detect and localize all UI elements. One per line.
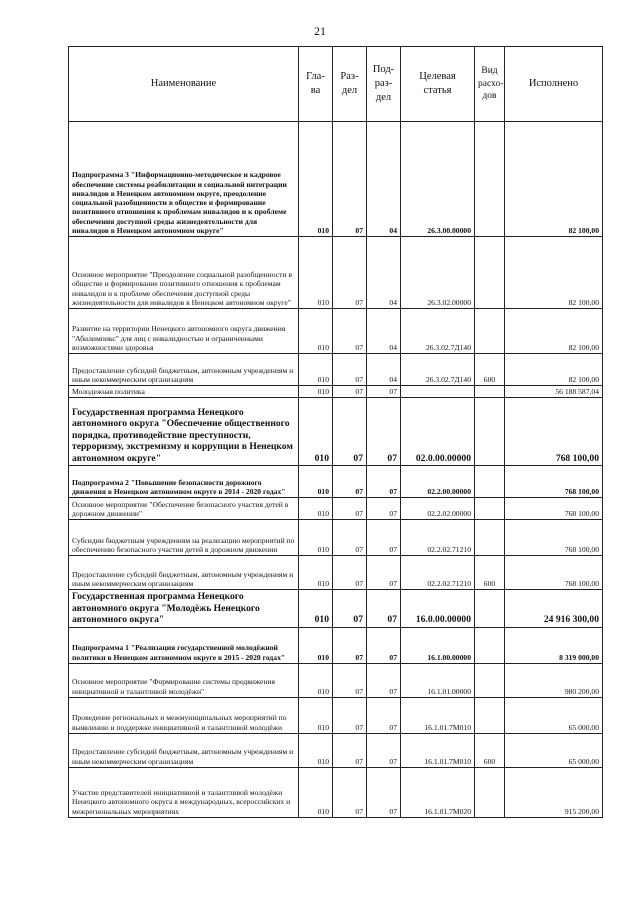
row-target: 16.1.01.00000 <box>401 663 475 697</box>
row-razdel: 07 <box>333 627 367 663</box>
header-target: Целевая статья <box>401 47 475 122</box>
table-row <box>69 386 603 398</box>
row-name: Государственная программа Ненецкого автономного округа "Обеспечение общественного порядка, противодействие преступности, терроризму, экстремизму и коррупции в Ненецком автономном округе" <box>69 398 299 466</box>
row-target: 02.2.02.71210 <box>401 556 475 590</box>
header-vid: Вид расхо- дов <box>475 47 505 122</box>
row-done: 82 100,00 <box>505 354 603 386</box>
table-row <box>69 354 603 386</box>
table-header-row <box>69 47 603 122</box>
row-podrazdel: 04 <box>367 309 401 354</box>
row-podrazdel: 07 <box>367 520 401 556</box>
row-vid <box>475 697 505 733</box>
row-name: Подпрограмма 2 "Повышение безопасности дорожного движения в Ненецком автономном округе в 2014 - 2020 годах" <box>69 466 299 498</box>
header-glava: Гла- ва <box>299 47 333 122</box>
header-razdel: Раз- дел <box>333 47 367 122</box>
row-target: 02.0.00.00000 <box>401 398 475 466</box>
row-vid <box>475 590 505 628</box>
table-row <box>69 498 603 520</box>
row-target: 16.1.01.7М010 <box>401 733 475 767</box>
row-name: Молодежная политика <box>69 386 299 398</box>
row-target: 26.3.02.7Д140 <box>401 354 475 386</box>
row-target: 02.2.02.00000 <box>401 498 475 520</box>
row-podrazdel: 07 <box>367 556 401 590</box>
row-podrazdel: 07 <box>367 466 401 498</box>
table-row <box>69 556 603 590</box>
table-row <box>69 627 603 663</box>
row-razdel: 07 <box>333 386 367 398</box>
row-razdel: 07 <box>333 556 367 590</box>
row-target: 16.1.01.7М010 <box>401 697 475 733</box>
row-glava: 010 <box>299 590 333 628</box>
row-target: 02.2.00.00000 <box>401 466 475 498</box>
row-podrazdel: 04 <box>367 122 401 237</box>
row-razdel: 07 <box>333 354 367 386</box>
row-done: 915 200,00 <box>505 767 603 817</box>
row-vid <box>475 767 505 817</box>
row-name: Предоставление субсидий бюджетным, автономным учреждениям и иным некоммерческим организациям <box>69 556 299 590</box>
row-glava: 010 <box>299 556 333 590</box>
header-podrazdel: Под- раз- дел <box>367 47 401 122</box>
row-razdel: 07 <box>333 237 367 309</box>
row-glava: 010 <box>299 398 333 466</box>
row-podrazdel: 07 <box>367 627 401 663</box>
row-vid <box>475 663 505 697</box>
row-vid <box>475 498 505 520</box>
table-row <box>69 733 603 767</box>
row-done: 980 200,00 <box>505 663 603 697</box>
row-glava: 010 <box>299 520 333 556</box>
row-target: 02.2.02.71210 <box>401 520 475 556</box>
row-target: 16.0.00.00000 <box>401 590 475 628</box>
table-row <box>69 309 603 354</box>
row-name: Субсидии бюджетным учреждениям на реализацию мероприятий по обеспечению безопасного участия детей в дорожном движении <box>69 520 299 556</box>
row-razdel: 07 <box>333 767 367 817</box>
table-row <box>69 697 603 733</box>
table-row <box>69 398 603 466</box>
row-razdel: 07 <box>333 398 367 466</box>
row-podrazdel: 07 <box>367 398 401 466</box>
header-done: Исполнено <box>505 47 603 122</box>
header-name: Наименование <box>69 47 299 122</box>
row-glava: 010 <box>299 767 333 817</box>
table-row <box>69 466 603 498</box>
row-glava: 010 <box>299 354 333 386</box>
budget-execution-table <box>68 46 603 818</box>
row-vid <box>475 627 505 663</box>
row-name: Основное мероприятие "Формирование системы продвижения инициативной и талантливой молодёжи" <box>69 663 299 697</box>
row-vid <box>475 398 505 466</box>
row-done: 768 100,00 <box>505 556 603 590</box>
row-glava: 010 <box>299 697 333 733</box>
row-done: 56 188 587,04 <box>505 386 603 398</box>
row-razdel: 07 <box>333 590 367 628</box>
row-done: 768 100,00 <box>505 520 603 556</box>
row-name: Государственная программа Ненецкого автономного округа "Молодёжь Ненецкого автономного округа" <box>69 590 299 628</box>
row-podrazdel: 07 <box>367 733 401 767</box>
row-target: 16.1.01.7М020 <box>401 767 475 817</box>
row-name: Подпрограмма 1 "Реализация государственной молодёжной политики в Ненецком автономном округе в 2015 - 2020 годах" <box>69 627 299 663</box>
row-glava: 010 <box>299 122 333 237</box>
row-razdel: 07 <box>333 498 367 520</box>
row-done: 768 100,00 <box>505 398 603 466</box>
table-row <box>69 663 603 697</box>
row-target <box>401 386 475 398</box>
row-vid <box>475 520 505 556</box>
row-name: Предоставление субсидий бюджетным, автономным учреждениям и иным некоммерческим организациям <box>69 354 299 386</box>
table-row <box>69 520 603 556</box>
row-podrazdel: 07 <box>367 663 401 697</box>
row-razdel: 07 <box>333 309 367 354</box>
page-number: 21 <box>314 24 326 38</box>
row-done: 65 000,00 <box>505 733 603 767</box>
table-row <box>69 767 603 817</box>
row-razdel: 07 <box>333 520 367 556</box>
row-done: 8 319 000,00 <box>505 627 603 663</box>
row-glava: 010 <box>299 498 333 520</box>
row-glava: 010 <box>299 237 333 309</box>
row-razdel: 07 <box>333 733 367 767</box>
row-podrazdel: 07 <box>367 498 401 520</box>
row-done: 24 916 300,00 <box>505 590 603 628</box>
row-done: 65 000,00 <box>505 697 603 733</box>
row-podrazdel: 04 <box>367 237 401 309</box>
row-razdel: 07 <box>333 697 367 733</box>
row-name: Участие представителей инициативной и талантливой молодёжи Ненецкого автономного округа в международных, всероссийских и межрегиональных мероприятиях <box>69 767 299 817</box>
row-vid <box>475 237 505 309</box>
row-name: Основное мероприятие "Обеспечение безопасного участия детей в дорожном движении" <box>69 498 299 520</box>
row-target: 26.3.00.00000 <box>401 122 475 237</box>
row-done: 82 100,00 <box>505 122 603 237</box>
row-razdel: 07 <box>333 663 367 697</box>
row-name: Основное мероприятие "Преодоление социальной разобщенности в обществе и формирование позитивного отношения к проблемам инвалидов и к проблеме обеспечения доступной среды жизнедеятельности для инвалидов в Ненецком автономном округе" <box>69 237 299 309</box>
row-podrazdel: 07 <box>367 590 401 628</box>
table-row <box>69 590 603 628</box>
table-row <box>69 237 603 309</box>
row-glava: 010 <box>299 309 333 354</box>
row-podrazdel: 04 <box>367 354 401 386</box>
row-vid: 600 <box>475 556 505 590</box>
row-podrazdel: 07 <box>367 386 401 398</box>
row-glava: 010 <box>299 627 333 663</box>
row-name: Развитие на территории Ненецкого автономного округа движения "Абилимпикс" для лиц с инвалидностью и ограниченными возможностями здоровья <box>69 309 299 354</box>
row-razdel: 07 <box>333 466 367 498</box>
row-vid <box>475 122 505 237</box>
row-target: 16.1.00.00000 <box>401 627 475 663</box>
row-name: Предоставление субсидий бюджетным, автономным учреждениям и иным некоммерческим организациям <box>69 733 299 767</box>
row-done: 82 100,00 <box>505 237 603 309</box>
row-vid <box>475 386 505 398</box>
row-podrazdel: 07 <box>367 697 401 733</box>
row-name: Проведение региональных и межмуниципальных мероприятий по выявлению и поддержке инициативной и талантливой молодёжи <box>69 697 299 733</box>
row-done: 82 100,00 <box>505 309 603 354</box>
row-razdel: 07 <box>333 122 367 237</box>
table-row <box>69 122 603 237</box>
row-name: Подпрограмма 3 "Информационно-методическое и кадровое обеспечение системы реабилитации и социальной интеграции инвалидов в Ненецком автономном округе, преодоление социальной разобщенности в обществе и формирование позитивного отношения к проблемам инвалидов и к проблеме обеспечения доступной среды жизнедеятельности для инвалидов в Ненецком автономном округе" <box>69 122 299 237</box>
row-glava: 010 <box>299 386 333 398</box>
row-podrazdel: 07 <box>367 767 401 817</box>
row-glava: 010 <box>299 733 333 767</box>
row-glava: 010 <box>299 466 333 498</box>
row-vid <box>475 309 505 354</box>
row-vid: 600 <box>475 354 505 386</box>
row-vid: 600 <box>475 733 505 767</box>
row-done: 768 100,00 <box>505 498 603 520</box>
row-target: 26.3.02.00000 <box>401 237 475 309</box>
row-vid <box>475 466 505 498</box>
row-done: 768 100,00 <box>505 466 603 498</box>
row-target: 26.3.02.7Д140 <box>401 309 475 354</box>
row-glava: 010 <box>299 663 333 697</box>
